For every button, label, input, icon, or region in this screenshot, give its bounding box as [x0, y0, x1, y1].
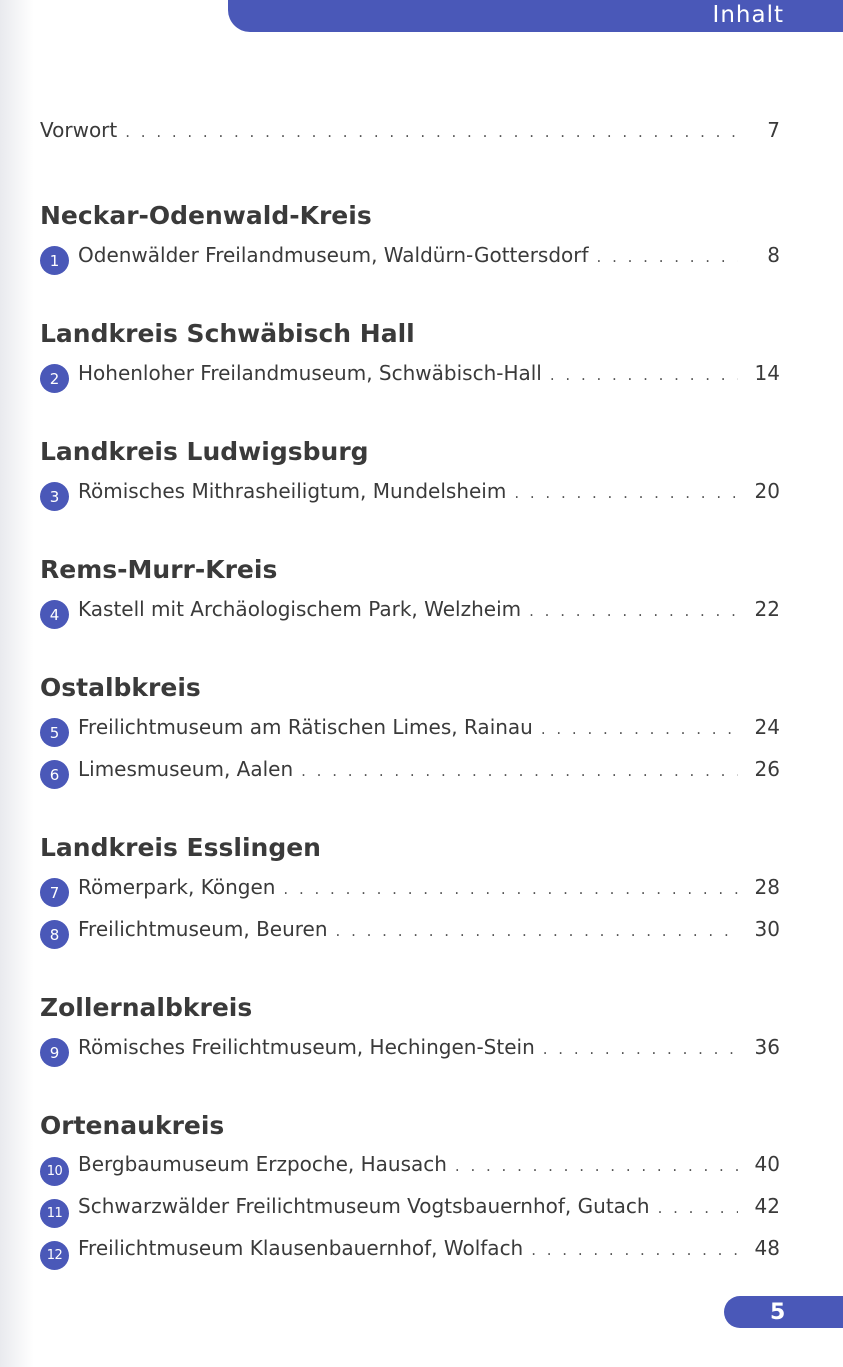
toc-entry-page: 40 — [754, 1152, 780, 1176]
toc-entry-label: Freilichtmuseum Klausenbauernhof, Wolfach — [78, 1236, 524, 1260]
section-heading: Landkreis Ludwigsburg — [40, 437, 369, 466]
toc-entry-page: 36 — [754, 1034, 780, 1059]
toc-section — [40, 312, 780, 402]
number-badge: 9 — [40, 1038, 69, 1067]
toc-entry[interactable] — [40, 242, 780, 284]
dot-leader — [455, 1157, 738, 1175]
number-badge: 3 — [40, 482, 69, 511]
toc-entry-preface[interactable] — [40, 118, 780, 162]
toc-entry-page: 30 — [754, 916, 780, 941]
toc-entry-page: 26 — [754, 756, 780, 781]
table-of-contents — [40, 118, 780, 1306]
dot-leader — [543, 1040, 738, 1058]
toc-section — [40, 1104, 780, 1278]
toc-section — [40, 194, 780, 284]
section-heading: Ostalbkreis — [40, 673, 201, 702]
dot-leader — [125, 123, 738, 141]
toc-entry-label: Römisches Mithrasheiligtum, Mundelsheim — [78, 478, 507, 503]
toc-sections — [40, 194, 780, 1278]
number-badge: 11 — [40, 1199, 69, 1228]
dot-leader — [301, 762, 738, 780]
toc-entry-page: 48 — [754, 1236, 780, 1260]
number-badge: 8 — [40, 920, 69, 949]
number-badge: 12 — [40, 1241, 69, 1270]
toc-entry-label: Freilichtmuseum, Beuren — [78, 916, 328, 941]
section-heading: Ortenaukreis — [40, 1111, 225, 1140]
header-bar — [228, 0, 843, 32]
toc-entry-label: Freilichtmuseum am Rätischen Limes, Rainau — [78, 714, 533, 739]
page-number-tab — [724, 1296, 843, 1328]
dot-leader — [531, 1241, 738, 1259]
toc-entry[interactable] — [40, 1034, 780, 1076]
toc-entry[interactable] — [40, 478, 780, 520]
dot-leader — [514, 484, 738, 502]
page-number: 5 — [770, 1299, 786, 1325]
toc-entry-label: Schwarzwälder Freilichtmuseum Vogtsbauernhof, Gutach — [78, 1194, 650, 1218]
dot-leader — [529, 602, 738, 620]
toc-section — [40, 666, 780, 798]
toc-entry-page: 28 — [754, 874, 780, 899]
dot-leader — [336, 922, 738, 940]
section-heading: Landkreis Esslingen — [40, 833, 321, 862]
section-heading: Landkreis Schwäbisch Hall — [40, 319, 415, 348]
toc-entry-page: 14 — [754, 360, 780, 385]
toc-entry[interactable] — [40, 1236, 780, 1278]
toc-section — [40, 986, 780, 1076]
toc-entry-label: Bergbaumuseum Erzpoche, Hausach — [78, 1152, 447, 1176]
toc-entry-label: Hohenloher Freilandmuseum, Schwäbisch-Hall — [78, 360, 542, 385]
toc-section — [40, 430, 780, 520]
toc-entry-page: 22 — [754, 596, 780, 621]
number-badge: 2 — [40, 364, 69, 393]
number-badge: 6 — [40, 760, 69, 789]
toc-entry[interactable] — [40, 916, 780, 958]
toc-entry-page: 42 — [754, 1194, 780, 1218]
toc-entry-label: Kastell mit Archäologischem Park, Welzheim — [78, 596, 522, 621]
toc-section — [40, 548, 780, 638]
dot-leader — [597, 248, 738, 266]
toc-entry-page: 7 — [767, 118, 780, 142]
dot-leader — [550, 366, 738, 384]
dot-leader — [658, 1199, 738, 1217]
number-badge: 10 — [40, 1157, 69, 1186]
toc-entry[interactable] — [40, 360, 780, 402]
toc-entry-page: 8 — [767, 242, 780, 267]
toc-entry-page: 20 — [754, 478, 780, 503]
toc-entry-label: Römisches Freilichtmuseum, Hechingen-Stein — [78, 1034, 535, 1059]
toc-entry-label: Römerpark, Köngen — [78, 874, 276, 899]
number-badge: 1 — [40, 246, 69, 275]
section-heading: Rems-Murr-Kreis — [40, 555, 278, 584]
toc-entry[interactable] — [40, 874, 780, 916]
number-badge: 7 — [40, 878, 69, 907]
toc-entry-label: Odenwälder Freilandmuseum, Waldürn-Gottersdorf — [78, 242, 589, 267]
dot-leader — [283, 880, 738, 898]
toc-entry-label: Vorwort — [40, 118, 118, 142]
toc-entry[interactable] — [40, 596, 780, 638]
toc-entry[interactable] — [40, 714, 780, 756]
section-heading: Zollernalbkreis — [40, 993, 253, 1022]
page-gutter-shade — [0, 0, 34, 1367]
toc-entry[interactable] — [40, 1152, 780, 1194]
section-heading: Neckar-Odenwald-Kreis — [40, 201, 372, 230]
toc-section — [40, 826, 780, 958]
dot-leader — [541, 720, 738, 738]
toc-entry-label: Limesmuseum, Aalen — [78, 756, 294, 781]
number-badge: 4 — [40, 600, 69, 629]
toc-entry[interactable] — [40, 1194, 780, 1236]
toc-entry[interactable] — [40, 756, 780, 798]
header-title: Inhalt — [712, 2, 784, 28]
toc-entry-page: 24 — [754, 714, 780, 739]
number-badge: 5 — [40, 718, 69, 747]
